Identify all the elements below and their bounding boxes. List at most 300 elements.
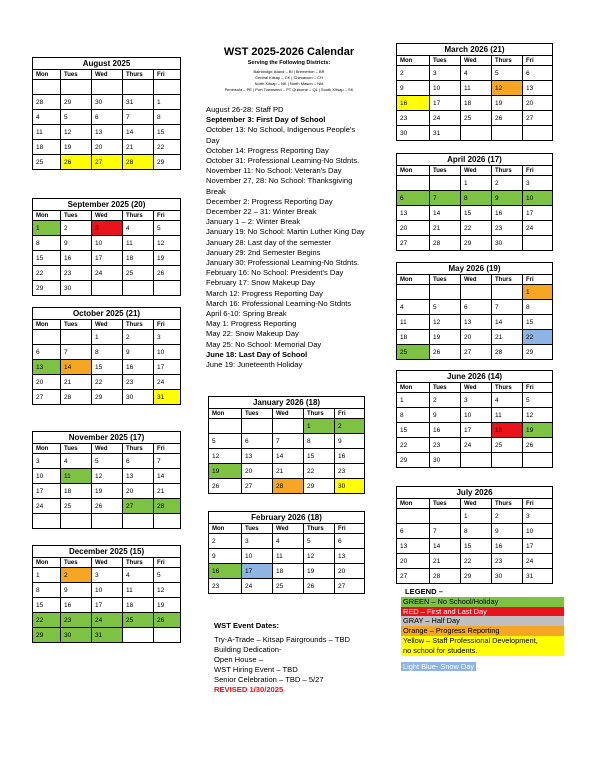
day-cell: 7: [430, 524, 461, 539]
weekday-header: Fri: [154, 558, 181, 568]
day-cell: [461, 126, 492, 141]
weekday-header: Fri: [523, 499, 553, 509]
day-cell: 12: [492, 81, 523, 96]
day-cell: 21: [492, 330, 523, 345]
event-item: December 2: Progress Reporting Day: [206, 196, 333, 206]
weekday-header: Tues: [61, 444, 92, 454]
day-cell: 6: [397, 524, 430, 539]
districts-line-4: Peninsula – PE | Port Townsend – PT Quilcene – QL | South Kitsap – SK: [224, 87, 354, 92]
day-cell: 17: [92, 598, 123, 613]
legend-item-yellow: Yellow – Staff Professional Development,: [401, 636, 564, 646]
day-cell: 20: [335, 564, 365, 579]
day-cell: 23: [209, 579, 242, 594]
month-title: November 2025 (17): [33, 432, 181, 444]
event-item: February 17: Snow Makeup Day: [206, 278, 315, 288]
week-row: [33, 598, 181, 613]
weekday-header: Wed: [461, 56, 492, 66]
day-cell: 18: [61, 484, 92, 499]
day-cell: [123, 628, 154, 643]
weekday-header: Thurs: [123, 70, 154, 80]
day-cell: 29: [461, 569, 492, 584]
day-cell: 31: [430, 126, 461, 141]
day-cell: 5: [61, 110, 92, 125]
day-cell: 25: [492, 438, 523, 453]
day-cell: 2: [492, 509, 523, 524]
event-item: January 1 – 2: Winter Break: [206, 217, 301, 227]
month-title: October 2025 (21): [33, 308, 181, 320]
day-cell: 18: [123, 251, 154, 266]
weekday-header: Tues: [61, 211, 92, 221]
day-cell: 24: [523, 221, 553, 236]
day-cell: 27: [461, 345, 492, 360]
day-cell: 16: [492, 206, 523, 221]
weekday-header: Wed: [273, 409, 304, 419]
day-cell: 3: [430, 66, 461, 81]
day-cell: 2: [61, 568, 92, 583]
weekday-header: Wed: [92, 211, 123, 221]
day-cell: 15: [92, 360, 123, 375]
day-cell: 10: [523, 191, 553, 206]
day-cell: [492, 453, 523, 468]
day-cell: 1: [154, 95, 181, 110]
important-dates-list: [206, 105, 376, 370]
day-cell: 29: [33, 628, 61, 643]
day-cell: 15: [397, 423, 430, 438]
districts-line-3: North Kitsap – NK | North Mason – NM: [254, 81, 324, 86]
legend-item-orange: Orange – Progress Reporting: [401, 626, 564, 636]
day-cell: 19: [61, 140, 92, 155]
week-row: [33, 95, 181, 110]
weekday-header: Thurs: [492, 56, 523, 66]
week-row: [209, 549, 365, 564]
weekday-header: Thurs: [492, 499, 523, 509]
week-row: [209, 534, 365, 549]
day-cell: 21: [123, 140, 154, 155]
day-cell: 13: [523, 81, 553, 96]
day-cell: [209, 419, 242, 434]
day-cell: 5: [92, 454, 123, 469]
day-cell: 19: [92, 484, 123, 499]
day-cell: 23: [397, 111, 430, 126]
day-cell: 5: [304, 534, 335, 549]
day-cell: 18: [397, 330, 430, 345]
wst-event-item: Senior Celebration – TBD – 5/27: [214, 675, 324, 684]
day-cell: 6: [397, 191, 430, 206]
week-row: [209, 449, 365, 464]
week-row: [33, 568, 181, 583]
day-cell: 16: [209, 564, 242, 579]
day-cell: 3: [92, 568, 123, 583]
day-cell: 11: [461, 81, 492, 96]
day-cell: 30: [92, 95, 123, 110]
day-cell: [523, 236, 553, 251]
weekday-header: Thurs: [304, 524, 335, 534]
week-row: [209, 479, 365, 494]
day-cell: 6: [33, 345, 61, 360]
wst-event-item: Try-A-Trade – Kitsap Fairgrounds – TBD: [214, 635, 351, 644]
legend-item-gray: GRAY – Half Day: [401, 616, 564, 626]
weekday-header: Fri: [523, 166, 553, 176]
day-cell: 23: [335, 464, 365, 479]
day-cell: 13: [335, 549, 365, 564]
day-cell: 30: [492, 236, 523, 251]
day-cell: 20: [242, 464, 273, 479]
day-cell: [123, 80, 154, 95]
day-cell: 5: [430, 300, 461, 315]
weekday-header: Fri: [154, 211, 181, 221]
day-cell: 30: [335, 479, 365, 494]
day-cell: 2: [123, 330, 154, 345]
day-cell: 4: [123, 568, 154, 583]
event-item: January 28: Last day of the semester: [206, 237, 331, 247]
day-cell: 17: [92, 251, 123, 266]
weekday-header: Tues: [242, 524, 273, 534]
day-cell: 19: [492, 96, 523, 111]
day-cell: 7: [61, 345, 92, 360]
day-cell: [430, 176, 461, 191]
month-title: June 2026 (14): [397, 371, 553, 383]
day-cell: 3: [523, 509, 553, 524]
day-cell: 14: [154, 469, 181, 484]
day-cell: 21: [154, 484, 181, 499]
day-cell: 22: [154, 140, 181, 155]
weekday-header: Mon: [33, 444, 61, 454]
day-cell: 9: [492, 524, 523, 539]
day-cell: [61, 80, 92, 95]
day-cell: 18: [273, 564, 304, 579]
weekday-header: Thurs: [123, 558, 154, 568]
day-cell: 13: [92, 125, 123, 140]
event-item: January 30: Professional Learning-No Stdnts.: [206, 258, 360, 268]
week-row: [33, 469, 181, 484]
day-cell: 10: [461, 408, 492, 423]
day-cell: 5: [492, 66, 523, 81]
day-cell: 9: [61, 236, 92, 251]
day-cell: 21: [273, 464, 304, 479]
day-cell: 22: [304, 464, 335, 479]
day-cell: 20: [461, 330, 492, 345]
weekday-header: Thurs: [123, 320, 154, 330]
day-cell: 12: [61, 125, 92, 140]
week-row: [397, 524, 553, 539]
day-cell: 30: [61, 628, 92, 643]
event-item: November 11: No School: Veteran's Day: [206, 166, 342, 176]
weekday-header: Tues: [430, 166, 461, 176]
day-cell: 23: [430, 438, 461, 453]
day-cell: 22: [33, 266, 61, 281]
day-cell: 4: [397, 300, 430, 315]
weekday-header: Mon: [33, 558, 61, 568]
day-cell: 24: [154, 375, 181, 390]
month-title: March 2026 (21): [397, 44, 553, 56]
day-cell: 8: [397, 408, 430, 423]
day-cell: 12: [430, 315, 461, 330]
week-row: [397, 539, 553, 554]
legend: [401, 587, 564, 674]
day-cell: 26: [304, 579, 335, 594]
day-cell: 14: [273, 449, 304, 464]
week-row: [397, 423, 553, 438]
day-cell: 26: [154, 613, 181, 628]
week-row: [33, 454, 181, 469]
day-cell: 22: [461, 554, 492, 569]
day-cell: 22: [92, 375, 123, 390]
week-row: [397, 408, 553, 423]
day-cell: 9: [492, 191, 523, 206]
week-row: [33, 345, 181, 360]
day-cell: 24: [523, 554, 553, 569]
day-cell: 16: [492, 539, 523, 554]
day-cell: 20: [397, 221, 430, 236]
day-cell: 12: [304, 549, 335, 564]
weekday-header: Tues: [61, 320, 92, 330]
day-cell: 10: [523, 524, 553, 539]
day-cell: 10: [92, 583, 123, 598]
week-row: [397, 96, 553, 111]
weekday-header: Wed: [461, 275, 492, 285]
day-cell: 27: [397, 236, 430, 251]
month-table-nov-2025: [32, 431, 181, 529]
day-cell: 6: [335, 534, 365, 549]
weekday-header: Thurs: [492, 275, 523, 285]
event-item: Day: [206, 135, 220, 145]
weekday-header: Wed: [92, 320, 123, 330]
week-row: [33, 484, 181, 499]
day-cell: 29: [397, 453, 430, 468]
day-cell: 10: [242, 549, 273, 564]
day-cell: [461, 285, 492, 300]
day-cell: 24: [92, 613, 123, 628]
day-cell: 28: [430, 236, 461, 251]
day-cell: 1: [397, 393, 430, 408]
week-row: [397, 285, 553, 300]
event-item: September 3: First Day of School: [206, 115, 326, 125]
day-cell: 25: [33, 155, 61, 170]
day-cell: [523, 453, 553, 468]
event-item: February 16: No School: President's Day: [206, 268, 344, 278]
day-cell: 15: [523, 315, 553, 330]
weekday-header: Mon: [33, 70, 61, 80]
calendar-subtitle: Serving the Following Districts:: [247, 60, 331, 66]
day-cell: [430, 509, 461, 524]
day-cell: 24: [33, 499, 61, 514]
week-row: [209, 419, 365, 434]
day-cell: 16: [123, 360, 154, 375]
day-cell: 5: [154, 568, 181, 583]
day-cell: 23: [123, 375, 154, 390]
day-cell: 12: [154, 236, 181, 251]
day-cell: 30: [430, 453, 461, 468]
day-cell: 29: [304, 479, 335, 494]
week-row: [33, 140, 181, 155]
day-cell: 24: [92, 266, 123, 281]
week-row: [33, 251, 181, 266]
day-cell: 3: [154, 330, 181, 345]
day-cell: 19: [430, 330, 461, 345]
day-cell: 14: [430, 539, 461, 554]
day-cell: 28: [61, 390, 92, 405]
week-row: [33, 236, 181, 251]
day-cell: 27: [397, 569, 430, 584]
day-cell: 2: [209, 534, 242, 549]
day-cell: 10: [430, 81, 461, 96]
day-cell: 9: [335, 434, 365, 449]
day-cell: 26: [154, 266, 181, 281]
day-cell: 10: [33, 469, 61, 484]
weekday-header: Mon: [209, 409, 242, 419]
day-cell: 30: [492, 569, 523, 584]
week-row: [33, 110, 181, 125]
legend-item-red: RED – First and Last Day: [401, 607, 564, 617]
day-cell: [430, 285, 461, 300]
day-cell: 14: [123, 125, 154, 140]
day-cell: 14: [61, 360, 92, 375]
day-cell: 12: [209, 449, 242, 464]
day-cell: 8: [33, 583, 61, 598]
weekday-header: Mon: [397, 383, 430, 393]
day-cell: 12: [523, 408, 553, 423]
weekday-header: Thurs: [492, 383, 523, 393]
day-cell: 25: [273, 579, 304, 594]
day-cell: 8: [154, 110, 181, 125]
day-cell: 22: [33, 613, 61, 628]
day-cell: 17: [523, 539, 553, 554]
weekday-header: Wed: [92, 444, 123, 454]
day-cell: [61, 514, 92, 529]
day-cell: 9: [430, 408, 461, 423]
week-row: [33, 330, 181, 345]
week-row: [397, 330, 553, 345]
month-title: December 2025 (15): [33, 546, 181, 558]
day-cell: 13: [397, 206, 430, 221]
day-cell: 4: [123, 221, 154, 236]
day-cell: 4: [461, 66, 492, 81]
month-table-feb-2026: [208, 511, 365, 594]
weekday-header: Fri: [335, 409, 365, 419]
weekday-header: Fri: [154, 320, 181, 330]
event-item: April 6-10: Spring Break: [206, 309, 287, 319]
day-cell: 2: [61, 221, 92, 236]
week-row: [397, 300, 553, 315]
day-cell: 13: [33, 360, 61, 375]
calendar-title: WST 2025-2026 Calendar: [223, 46, 355, 58]
wst-event-item: Building Dedication-: [214, 645, 282, 654]
week-row: [397, 221, 553, 236]
week-row: [33, 514, 181, 529]
wst-event-item: WST Hiring Event – TBD: [214, 665, 298, 674]
day-cell: 9: [61, 583, 92, 598]
day-cell: [33, 514, 61, 529]
day-cell: 16: [61, 598, 92, 613]
week-row: [397, 191, 553, 206]
month-title: July 2026: [397, 487, 553, 499]
day-cell: 5: [523, 393, 553, 408]
week-row: [397, 509, 553, 524]
weekday-header: Wed: [461, 499, 492, 509]
day-cell: 27: [92, 155, 123, 170]
month-title: August 2025: [33, 58, 181, 70]
districts-line-2: Central Kitsap – CK | Chimacum – CH: [255, 75, 323, 80]
week-row: [209, 579, 365, 594]
event-item: December 22 – 31: Winter Break: [206, 207, 317, 217]
day-cell: [92, 281, 123, 296]
day-cell: 3: [33, 454, 61, 469]
week-row: [33, 281, 181, 296]
day-cell: 7: [430, 191, 461, 206]
day-cell: 26: [209, 479, 242, 494]
day-cell: 11: [273, 549, 304, 564]
week-row: [397, 554, 553, 569]
day-cell: 17: [33, 484, 61, 499]
day-cell: 5: [209, 434, 242, 449]
weekday-header: Tues: [430, 499, 461, 509]
weekday-header: Thurs: [123, 444, 154, 454]
month-table-oct-2025: [32, 307, 181, 405]
day-cell: 23: [492, 554, 523, 569]
event-item: Break: [206, 186, 226, 196]
day-cell: 9: [397, 81, 430, 96]
day-cell: [461, 453, 492, 468]
day-cell: 14: [492, 315, 523, 330]
week-row: [397, 569, 553, 584]
week-row: [397, 453, 553, 468]
day-cell: 28: [33, 95, 61, 110]
day-cell: 18: [461, 96, 492, 111]
day-cell: 18: [33, 140, 61, 155]
day-cell: 8: [33, 236, 61, 251]
day-cell: 8: [461, 191, 492, 206]
day-cell: 21: [430, 554, 461, 569]
weekday-header: Tues: [242, 409, 273, 419]
event-item: August 26-28: Staff PD: [206, 105, 284, 114]
day-cell: 12: [154, 583, 181, 598]
day-cell: 15: [154, 125, 181, 140]
day-cell: 17: [523, 206, 553, 221]
day-cell: [123, 514, 154, 529]
day-cell: [492, 285, 523, 300]
day-cell: 20: [92, 140, 123, 155]
legend-item-blue: Light Blue- Snow Day: [403, 661, 475, 671]
day-cell: [242, 419, 273, 434]
week-row: [397, 126, 553, 141]
day-cell: 11: [492, 408, 523, 423]
day-cell: 7: [123, 110, 154, 125]
day-cell: 8: [304, 434, 335, 449]
event-item: March 16: Professional Learning-No Stdnts: [206, 298, 352, 308]
week-row: [397, 438, 553, 453]
weekday-header: Fri: [523, 56, 553, 66]
day-cell: 16: [430, 423, 461, 438]
month-title: April 2026 (17): [397, 154, 553, 166]
day-cell: 31: [523, 569, 553, 584]
day-cell: 28: [154, 499, 181, 514]
week-row: [33, 266, 181, 281]
month-table-dec-2025: [32, 545, 181, 643]
month-table-jan-2026: [208, 396, 365, 494]
week-row: [33, 499, 181, 514]
day-cell: 10: [92, 236, 123, 251]
weekday-header: Wed: [92, 558, 123, 568]
day-cell: [154, 628, 181, 643]
day-cell: 25: [123, 613, 154, 628]
weekday-header: Wed: [461, 383, 492, 393]
wst-events-title: WST Event Dates:: [214, 621, 279, 630]
day-cell: 28: [273, 479, 304, 494]
day-cell: 28: [123, 155, 154, 170]
day-cell: 22: [397, 438, 430, 453]
legend-item-green: GREEN – No School/Holiday: [401, 597, 564, 607]
event-item: November 27, 28: No School: Thanksgiving: [206, 176, 353, 186]
